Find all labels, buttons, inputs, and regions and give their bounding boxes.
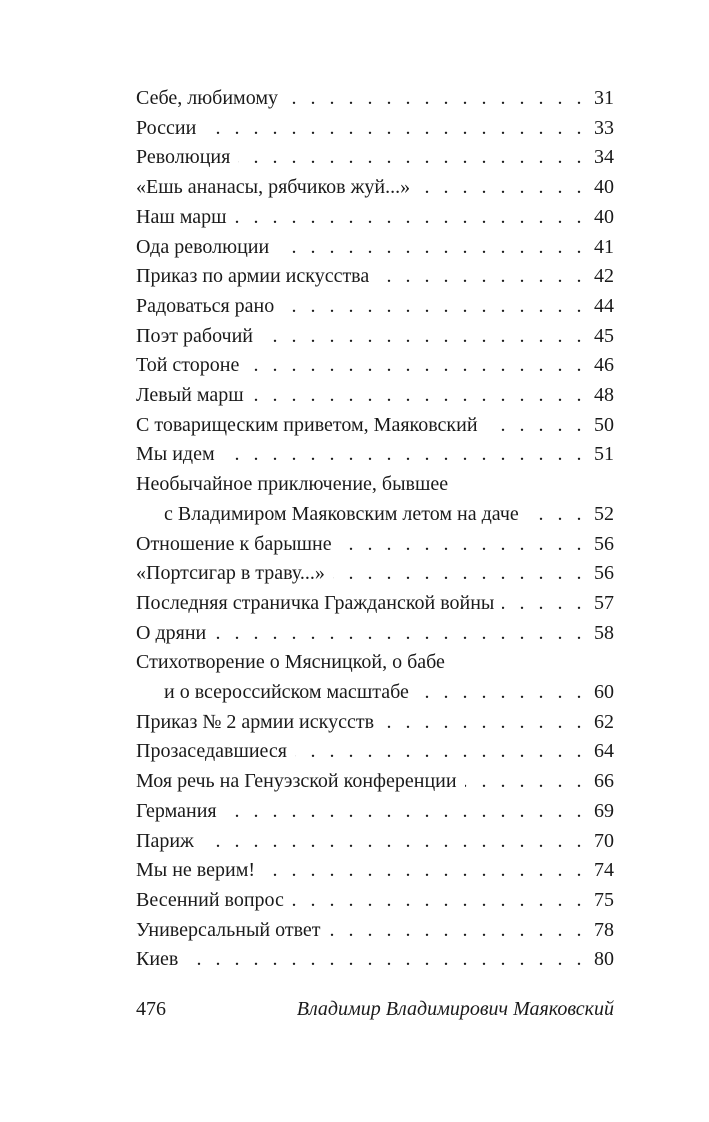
- toc-entry[interactable]: [136, 530, 614, 560]
- toc-entry-page-number: 34: [594, 146, 614, 169]
- toc-entry[interactable]: [136, 945, 614, 975]
- toc-entry[interactable]: [136, 173, 614, 203]
- toc-entry-page-number: 33: [594, 116, 614, 139]
- toc-entry-title: Приказ № 2 армии искусств: [136, 710, 375, 733]
- dot-leader: [225, 797, 586, 827]
- dot-leader: [186, 945, 586, 975]
- toc-entry[interactable]: [136, 470, 614, 529]
- toc-entry-title: Поэт рабочий: [136, 324, 254, 347]
- dot-leader: [377, 262, 586, 292]
- dot-leader: [295, 737, 586, 767]
- dot-leader: [417, 678, 586, 708]
- toc-entry-title: Приказ по армии искусства: [136, 265, 370, 288]
- toc-entry-title: России: [136, 116, 197, 139]
- toc-entry-title: Киев: [136, 948, 179, 971]
- toc-entry-page-number: 64: [594, 740, 614, 763]
- toc-entry-page-number: 45: [594, 324, 614, 347]
- dot-leader: [202, 827, 586, 857]
- toc-entry-title: Прозаседавшиеся: [136, 740, 288, 763]
- toc-entry[interactable]: [136, 440, 614, 470]
- toc-entry-title: Ода революции: [136, 235, 270, 258]
- toc-entry-title: О дряни: [136, 621, 207, 644]
- toc-entry[interactable]: [136, 411, 614, 441]
- toc-entry-title: Радоваться рано: [136, 294, 275, 317]
- toc-entry-page-number: 80: [594, 948, 614, 971]
- dot-leader: [286, 84, 586, 114]
- dot-leader: [333, 559, 586, 589]
- toc-entry[interactable]: [136, 767, 614, 797]
- toc-entry-page-number: 78: [594, 918, 614, 941]
- toc-entry[interactable]: [136, 648, 614, 707]
- toc-entry-page-number: 31: [594, 87, 614, 109]
- toc-entry-page-number: 46: [594, 354, 614, 377]
- dot-leader: [282, 292, 586, 322]
- toc-entry[interactable]: [136, 886, 614, 916]
- dot-leader: [223, 440, 586, 470]
- toc-entry-page-number: 56: [594, 562, 614, 585]
- toc-entry-page-number: 51: [594, 443, 614, 466]
- toc-entry[interactable]: [136, 143, 614, 173]
- toc-entry-page-number: 52: [594, 502, 614, 525]
- dot-leader: [502, 589, 586, 619]
- dot-leader: [277, 233, 586, 263]
- dot-leader: [263, 856, 586, 886]
- toc-entry-page-number: 74: [594, 859, 614, 882]
- toc-entry-page-number: 69: [594, 799, 614, 822]
- dot-leader: [235, 203, 586, 233]
- dot-leader: [527, 500, 586, 530]
- toc-entry-page-number: 41: [594, 235, 614, 258]
- dot-leader: [329, 916, 586, 946]
- toc-entry-page-number: 40: [594, 176, 614, 199]
- toc-entry[interactable]: [136, 114, 614, 144]
- toc-entry[interactable]: [136, 292, 614, 322]
- dot-leader: [261, 322, 586, 352]
- dot-leader: [340, 530, 586, 560]
- toc-entry[interactable]: [136, 559, 614, 589]
- toc-entry-title: Универсальный ответ: [136, 918, 321, 941]
- toc-entry[interactable]: [136, 203, 614, 233]
- toc-entry-page-number: 58: [594, 621, 614, 644]
- toc-entry-title: Стихотворение о Мясницкой, о бабе: [136, 651, 445, 674]
- toc-entry-title: Революция: [136, 146, 231, 169]
- toc-entry-page-number: 75: [594, 888, 614, 911]
- toc-entry-title: Весенний вопрос: [136, 888, 284, 911]
- toc-entry-page-number: 56: [594, 532, 614, 555]
- toc-entry-page-number: 66: [594, 770, 614, 793]
- dot-leader: [214, 619, 586, 649]
- toc-entry[interactable]: [136, 856, 614, 886]
- toc-entry-title: Моя речь на Генуэзской конференции: [136, 770, 457, 793]
- toc-entry[interactable]: [136, 708, 614, 738]
- dot-leader: [204, 114, 586, 144]
- dot-leader: [486, 411, 586, 441]
- footer-page-number: 476: [136, 998, 166, 1020]
- toc-entry[interactable]: [136, 84, 614, 114]
- toc-entry-page-number: 60: [594, 681, 614, 704]
- dot-leader: [418, 173, 586, 203]
- toc-entry-title: Наш марш: [136, 205, 227, 228]
- toc-entry-title-continued: и о всероссийском масштабе: [164, 681, 409, 704]
- dot-leader: [252, 381, 586, 411]
- toc-entry-page-number: 50: [594, 413, 614, 436]
- toc-entry[interactable]: [136, 797, 614, 827]
- toc-entry[interactable]: [136, 381, 614, 411]
- toc-entry-title: Мы идем: [136, 443, 215, 466]
- page-footer: [136, 998, 614, 1021]
- dot-leader: [292, 886, 586, 916]
- toc-entry-page-number: 48: [594, 384, 614, 407]
- toc-entry-title-continued: с Владимиром Маяковским летом на даче: [164, 502, 519, 525]
- toc-entry-title: Той стороне: [136, 354, 240, 377]
- toc-entry[interactable]: [136, 737, 614, 767]
- toc-entry-title: Необычайное приключение, бывшее: [136, 473, 449, 496]
- toc-entry-title: Себе, любимому: [136, 87, 278, 109]
- toc-entry-title: Германия: [136, 799, 217, 822]
- toc-entry[interactable]: [136, 916, 614, 946]
- toc-entry-page-number: 62: [594, 710, 614, 733]
- toc-entry[interactable]: [136, 233, 614, 263]
- table-of-contents: [136, 84, 614, 975]
- toc-entry-title: Левый марш: [136, 384, 244, 407]
- toc-entry[interactable]: [136, 619, 614, 649]
- toc-entry-title: Отношение к барышне: [136, 532, 332, 555]
- toc-entry-title: Последняя страничка Гражданской войны: [136, 591, 495, 614]
- toc-entry[interactable]: [136, 322, 614, 352]
- toc-entry-title: Париж: [136, 829, 194, 852]
- toc-entry[interactable]: [136, 589, 614, 619]
- toc-entry-page-number: 57: [594, 591, 614, 614]
- dot-leader: [465, 767, 586, 797]
- toc-entry-title: «Ешь ананасы, рябчиков жуй...»: [136, 176, 411, 199]
- toc-entry-page-number: 40: [594, 205, 614, 228]
- dot-leader: [382, 708, 586, 738]
- toc-entry-title: Мы не верим!: [136, 859, 256, 882]
- toc-entry-page-number: 42: [594, 265, 614, 288]
- toc-entry-page-number: 44: [594, 294, 614, 317]
- dot-leader: [238, 143, 586, 173]
- toc-entry[interactable]: [136, 827, 614, 857]
- toc-entry-title: С товарищеским приветом, Маяковский: [136, 413, 478, 436]
- toc-entry[interactable]: [136, 262, 614, 292]
- toc-entry[interactable]: [136, 351, 614, 381]
- footer-author: Владимир Владимирович Маяковский: [296, 998, 614, 1020]
- dot-leader: [247, 351, 586, 381]
- toc-entry-page-number: 70: [594, 829, 614, 852]
- toc-entry-title: «Портсигар в траву...»: [136, 562, 325, 585]
